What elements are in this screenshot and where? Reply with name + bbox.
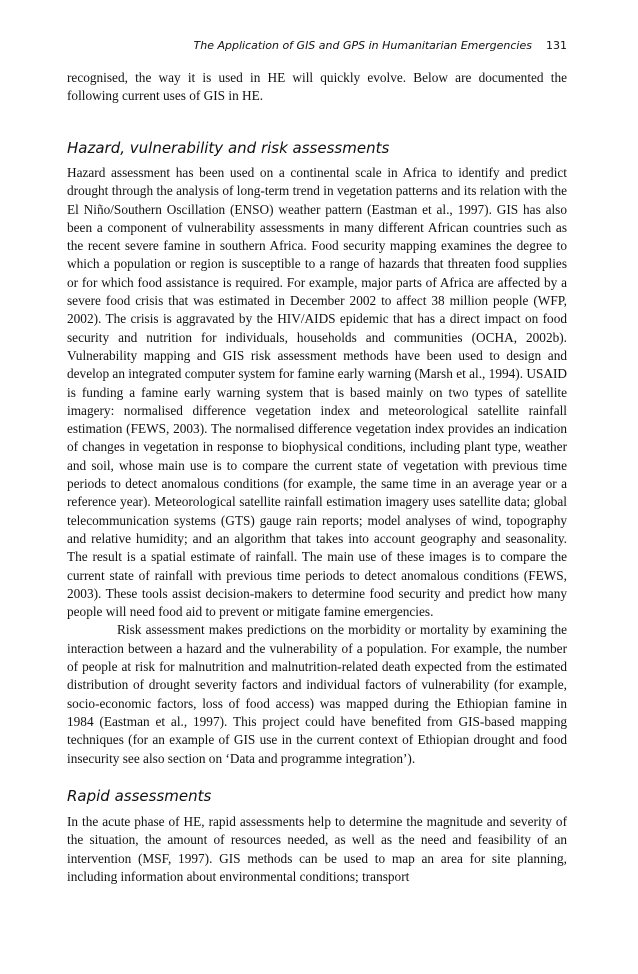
paragraph-risk-assessment: Risk assessment makes predictions on the morbidity or mortality by examining the interaction between a hazard and the vulnerability of a population. For example, the number of people at risk for malnutrition and malnutrition-related death expected from the estimated distribution of drought severity factors and individual factors of vulnerability (for example, socio-economic factors, loss of food access) was mapped during the Ethiopian famine in 1984 (Eastman et al., 1997). This project could have benefited from GIS-based mapping techniques (for an example of GIS use in the current context of Ethiopian drought and food insecurity see also section on ‘Data and programme integration’). (67, 622, 567, 766)
running-title: The Application of GIS and GPS in Humanitarian Emergencies (193, 39, 532, 52)
paragraph-rapid-assessments: In the acute phase of HE, rapid assessments help to determine the magnitude and severity of the situation, the amount of resources needed, as well as the need and feasibility of an intervention (MSF, 1997). GIS methods can be used to map an area for site planning, including information about environmental conditions; transport (67, 814, 567, 884)
section-body-hazard (67, 164, 567, 768)
section-heading-rapid: Rapid assessments (67, 787, 212, 805)
intro-text: recognised, the way it is used in HE will quickly evolve. Below are documented the following current uses of GIS in HE. (67, 70, 567, 104)
intro-paragraph (67, 69, 567, 106)
page-number: 131 (546, 39, 567, 52)
section-body-rapid (67, 813, 567, 886)
running-header (70, 39, 567, 52)
section-heading-hazard: Hazard, vulnerability and risk assessments (67, 139, 390, 157)
paragraph-hazard-assessment: Hazard assessment has been used on a continental scale in Africa to identify and predict drought through the analysis of long-term trend in vegetation patterns and its relation with the El Niño/Southern Oscillation (ENSO) weather pattern (Eastman et al., 1997). GIS has also been a component of vulnerability assessments in many different African countries such as the recent severe famine in southern Africa. Food security mapping examines the degree to which a population or region is susceptible to a range of hazards that threaten food supplies or for which food assistance is required. For example, major parts of Africa are affected by a severe food crisis that was estimated in December 2002 to affect 38 million people (WFP, 2002). The crisis is aggravated by the HIV/AIDS epidemic that has a direct impact on food security and nutrition for individuals, households and communities (OCHA, 2002b). Vulnerability mapping and GIS risk assessment methods have been used to design and develop an integrated computer system for famine early warning (Marsh et al., 1994). USAID is funding a famine early warning system that is based mainly on two types of satellite imagery: normalised difference vegetation index and meteorological satellite rainfall estimation (FEWS, 2003). The normalised difference vegetation index provides an indication of changes in vegetation in response to biophysical conditions, including plant type, weather and soil, whose main use is to compare the current state of vegetation with previous time periods to detect anomalous conditions (for example, the same time in an average year or a reference year). Meteorological satellite rainfall estimation imagery uses satellite data; global telecommunication systems (GTS) gauge rain reports; model analyses of wind, topography and relative humidity; and an algorithm that takes into account geography and seasonality. The result is a spatial estimate of rainfall. The main use of these images is to compare the current state of rainfall with previous time periods to detect anomalous conditions (FEWS, 2003). These tools assist decision-makers to determine food security and predict how many people will need food aid to prevent or mitigate famine emergencies. (67, 165, 567, 620)
